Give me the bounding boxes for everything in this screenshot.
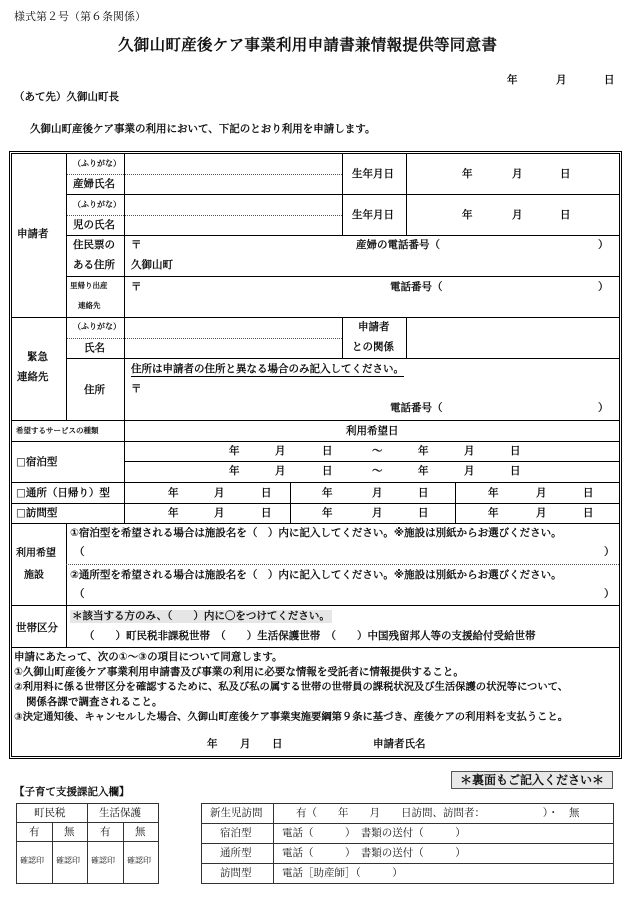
emergency-furigana-label: （ふりがな） [73, 322, 121, 331]
return-birth-label-line1: 里帰り出産 [70, 281, 108, 290]
office-section-title: 【子育て支援課記入欄】 [14, 786, 130, 798]
consent-lead: 申請にあたって、次の①～③の項目について同意します。 [14, 651, 283, 663]
mother-phone-label: 産婦の電話番号（ [356, 239, 440, 251]
tax-no: 無 [64, 826, 75, 838]
tax-no-stamp: 確認印 [56, 856, 80, 865]
desired-date-header: 利用希望日 [346, 425, 399, 437]
emergency-address-label: 住所 [84, 384, 105, 396]
visit-d2-day: 日 [418, 507, 429, 519]
stay-r2-tilde: ～ [372, 465, 383, 477]
emergency-phone-close: ） [598, 402, 609, 414]
return-birth-label-line2: 連絡先 [78, 301, 101, 310]
addressee: （あて先）久御山町長 [14, 91, 119, 103]
stay-facility-field[interactable] [88, 545, 600, 560]
service-type-header: 希望するサービスの種類 [16, 426, 99, 435]
emergency-name-field[interactable] [126, 319, 340, 356]
tax-yes-stamp: 確認印 [20, 856, 44, 865]
emergency-section-label-line1: 緊急 [27, 351, 48, 363]
stay-r2-start-month: 月 [275, 465, 286, 477]
facility-label-line2: 施設 [24, 570, 44, 581]
visit-type-value: 電話［助産師］（ ） [282, 867, 403, 879]
day-d3-day: 日 [583, 487, 594, 499]
consent-date-year: 年 [207, 738, 218, 750]
child-birth-month: 月 [512, 209, 523, 221]
signature-label: 申請者氏名 [373, 738, 426, 750]
facility-label-line1: 利用希望 [16, 548, 56, 559]
form-number: 様式第２号（第６条関係） [14, 10, 146, 23]
stay-type-value: 電話（ ） 書類の送付（ ） [282, 827, 466, 839]
mother-birth-month: 月 [512, 168, 523, 180]
stay-r1-end-day: 日 [510, 445, 521, 457]
mother-name-field[interactable] [126, 156, 340, 193]
stay-facility-open: （ [74, 546, 85, 558]
day-d3-year: 年 [488, 487, 499, 499]
stay-r2-end-year: 年 [418, 465, 429, 477]
stay-r1-start-month: 月 [275, 445, 286, 457]
emergency-name-label: 氏名 [84, 342, 105, 354]
household-options[interactable]: （ ）町民税非課税世帯 （ ）生活保護世帯 （ ）中国残留邦人等の支援給付受給世帯 [84, 630, 536, 642]
day-type-label: 通所型 [220, 847, 252, 859]
return-address-field[interactable] [145, 279, 375, 314]
signature-field[interactable] [430, 735, 610, 751]
consent-date-month: 月 [240, 738, 251, 750]
mother-name-label: 産婦氏名 [73, 178, 115, 190]
day-facility-close: ） [604, 588, 615, 600]
address-label-line1: 住民票の [73, 239, 115, 251]
emergency-phone-label: 電話番号（ [390, 402, 443, 414]
welfare-yes-stamp: 確認印 [91, 856, 115, 865]
visit-d3-year: 年 [488, 507, 499, 519]
stay-facility-close: ） [604, 546, 615, 558]
newborn-visit-value: 有（ 年 月 日訪問、訪問者： ）・ 無 [296, 807, 580, 819]
back-side-note: ＊裏面もご記入ください＊ [451, 771, 613, 789]
return-postal-mark: 〒 [131, 281, 142, 293]
stay-r1-tilde: ～ [372, 445, 383, 457]
household-note: ＊該当する方のみ、（ ）内に〇をつけてください。 [72, 610, 330, 622]
consent-item-2b: 関係各課で調査されること。 [26, 696, 163, 708]
day-facility-open: （ [74, 588, 85, 600]
household-label: 世帯区分 [16, 622, 58, 634]
tax-yes: 有 [29, 826, 40, 838]
day-d1-year: 年 [168, 487, 179, 499]
consent-item-2a: ②利用料に係る世帯区分を確認するために、私及び私の属する世帯の世帯員の課税状況及び生活保護の状況等について、 [14, 681, 569, 693]
child-birth-year: 年 [462, 209, 473, 221]
intro-text: 久御山町産後ケア事業の利用において、下記のとおり利用を申請します。 [30, 123, 376, 135]
furigana-label: （ふりがな） [73, 159, 121, 168]
stay-r1-start-year: 年 [229, 445, 240, 457]
stay-r1-start-day: 日 [322, 445, 333, 457]
child-name-field[interactable] [126, 197, 340, 234]
consent-item-3: ③決定通知後、キャンセルした場合、久御山町産後ケア事業実施要綱第９条に基づき、産後ケアの利用料を支払うこと。 [14, 711, 569, 723]
applicant-section-label: 申請者 [17, 228, 49, 240]
visit-d2-month: 月 [372, 507, 383, 519]
welfare-no-stamp: 確認印 [127, 856, 151, 865]
visit-d1-month: 月 [214, 507, 225, 519]
consent-item-1: ①久御山町産後ケア事業利用申請書及び事業の利用に必要な情報を受託者に情報提供すること。 [14, 666, 464, 678]
address-label-line2: ある住所 [73, 259, 115, 271]
welfare-header: 生活保護 [99, 807, 141, 819]
welfare-no: 無 [135, 826, 146, 838]
stay-r1-end-month: 月 [464, 445, 475, 457]
mother-phone-close: ） [598, 239, 609, 251]
return-phone-label: 電話番号（ [390, 281, 443, 293]
day-d2-day: 日 [418, 487, 429, 499]
stay-r2-start-day: 日 [322, 465, 333, 477]
stay-type-checkbox[interactable]: □宿泊型 [16, 456, 58, 468]
visit-type-checkbox[interactable]: □訪問型 [16, 507, 58, 519]
child-birthdate-label: 生年月日 [352, 209, 394, 221]
emergency-phone-field[interactable] [455, 400, 595, 414]
day-d1-day: 日 [261, 487, 272, 499]
date-day-label: 日 [604, 74, 615, 86]
date-month-label: 月 [556, 74, 567, 86]
date-year-label: 年 [507, 74, 518, 86]
relation-label-line2: との関係 [352, 341, 394, 353]
relation-field[interactable] [408, 319, 616, 356]
stay-r2-end-month: 月 [464, 465, 475, 477]
child-name-label: 児の氏名 [73, 219, 115, 231]
consent-date-day: 日 [272, 738, 283, 750]
visit-type-label: 訪問型 [220, 867, 252, 879]
emergency-address-field[interactable] [145, 381, 375, 417]
visit-d3-day: 日 [583, 507, 594, 519]
address-postal-mark: 〒 [131, 239, 142, 251]
emergency-address-note: 住所は申請者の住所と異なる場合のみ記入してください。 [131, 363, 404, 375]
day-type-value: 電話（ ） 書類の送付（ ） [282, 847, 466, 859]
stay-r2-start-year: 年 [229, 465, 240, 477]
child-birth-day: 日 [560, 209, 571, 221]
stay-r1-end-year: 年 [418, 445, 429, 457]
day-d2-month: 月 [372, 487, 383, 499]
day-d2-year: 年 [322, 487, 333, 499]
return-phone-field[interactable] [455, 279, 595, 293]
address-field[interactable] [145, 238, 345, 273]
stay-type-label: 宿泊型 [220, 827, 252, 839]
child-furigana-label: （ふりがな） [73, 200, 121, 209]
page-title: 久御山町産後ケア事業利用申請書兼情報提供等同意書 [118, 36, 498, 54]
day-facility-field[interactable] [88, 587, 600, 602]
relation-label-line1: 申請者 [358, 321, 390, 333]
day-facility-note: ②通所型を希望される場合は施設名を（ ）内に記入してください。※施設は別紙からお選びください。 [70, 569, 562, 581]
mother-birth-day: 日 [560, 168, 571, 180]
visit-d3-month: 月 [536, 507, 547, 519]
stay-r2-end-day: 日 [510, 465, 521, 477]
stay-facility-note: ①宿泊型を希望される場合は施設名を（ ）内に記入してください。※施設は別紙からお選びください。 [70, 527, 562, 539]
newborn-visit-label: 新生児訪問 [210, 807, 263, 819]
visit-d2-year: 年 [322, 507, 333, 519]
day-d1-month: 月 [214, 487, 225, 499]
day-d3-month: 月 [536, 487, 547, 499]
mother-birth-year: 年 [462, 168, 473, 180]
mother-phone-field[interactable] [450, 238, 596, 252]
welfare-yes: 有 [100, 826, 111, 838]
emergency-postal-mark: 〒 [131, 383, 142, 395]
visit-d1-year: 年 [168, 507, 179, 519]
return-phone-close: ） [598, 281, 609, 293]
day-type-checkbox[interactable]: □通所（日帰り）型 [16, 487, 110, 499]
address-town: 久御山町 [131, 259, 173, 271]
visit-d1-day: 日 [261, 507, 272, 519]
emergency-section-label-line2: 連絡先 [17, 371, 49, 383]
tax-header: 町民税 [34, 807, 66, 819]
mother-birthdate-label: 生年月日 [352, 168, 394, 180]
